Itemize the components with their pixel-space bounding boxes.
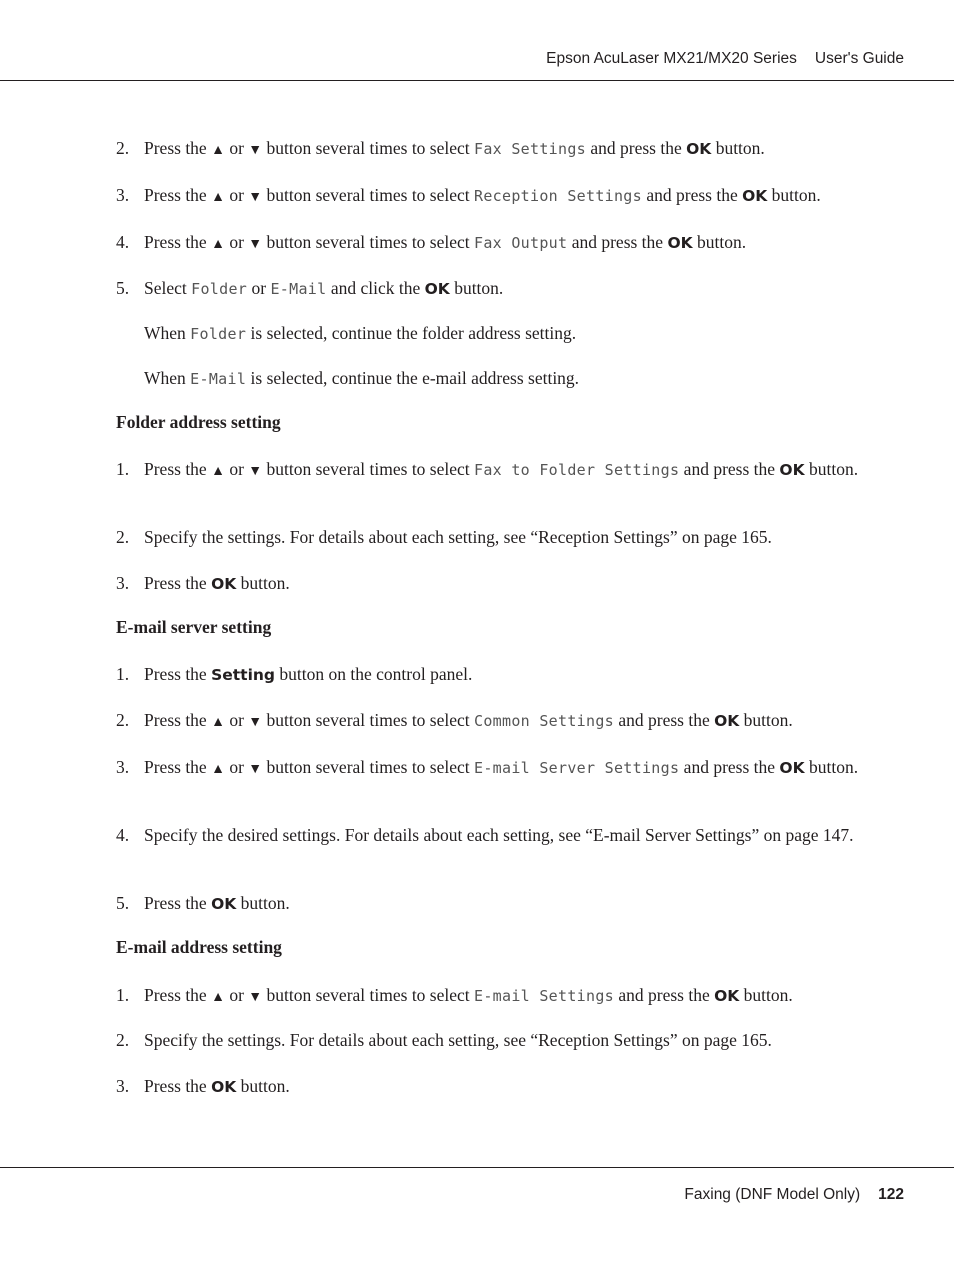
- note-email: When E-Mail is selected, continue the e-mail address setting.: [144, 368, 580, 388]
- down-arrow-icon: ▼: [248, 990, 263, 1005]
- down-arrow-icon: ▼: [248, 237, 263, 252]
- menu-item: Fax to Folder Settings: [474, 461, 680, 479]
- server-step-3: 3. Press the ▲ or ▼ button several times to select E-mail Server Settings and press the OK button.: [116, 757, 859, 777]
- step-fax-output: 4. Press the ▲ or ▼ button several times to select Fax Output and press the OK button.: [116, 232, 747, 252]
- menu-item: E-Mail: [270, 280, 327, 298]
- ok-button-label: OK: [742, 187, 768, 205]
- address-step-3: 3. Press the OK button.: [116, 1076, 290, 1096]
- folder-step-3: 3. Press the OK button.: [116, 573, 290, 593]
- folder-step-1: 1. Press the ▲ or ▼ button several times to select Fax to Folder Settings and press the OK button.: [116, 459, 859, 479]
- ok-button-label: OK: [211, 575, 237, 593]
- menu-item: Fax Settings: [474, 140, 586, 158]
- up-arrow-icon: ▲: [211, 715, 225, 730]
- server-step-1: 1. Press the Setting button on the control panel.: [116, 664, 473, 684]
- down-arrow-icon: ▼: [248, 190, 263, 205]
- up-arrow-icon: ▲: [211, 190, 225, 205]
- menu-item: Folder: [190, 325, 247, 343]
- ok-button-label: OK: [424, 280, 450, 298]
- up-arrow-icon: ▲: [211, 990, 225, 1005]
- up-arrow-icon: ▲: [211, 762, 225, 777]
- down-arrow-icon: ▼: [248, 143, 263, 158]
- menu-item: E-mail Server Settings: [474, 759, 680, 777]
- down-arrow-icon: ▼: [248, 715, 263, 730]
- section-heading: E-mail address setting: [116, 937, 282, 957]
- footer-section: Faxing (DNF Model Only): [684, 1186, 861, 1203]
- header-guide: User's Guide: [814, 50, 904, 67]
- page-number: 122: [878, 1186, 904, 1203]
- section-heading: Folder address setting: [116, 412, 281, 432]
- server-step-4: 4. Specify the desired settings. For details about each setting, see “E-mail Server Settings” on page 147.: [116, 825, 854, 845]
- step-fax-settings: 2. Press the ▲ or ▼ button several times to select Fax Settings and press the OK button.: [116, 138, 765, 158]
- up-arrow-icon: ▲: [211, 237, 225, 252]
- section-heading: E-mail server setting: [116, 617, 272, 637]
- ok-button-label: OK: [714, 987, 740, 1005]
- address-step-2: 2. Specify the settings. For details about each setting, see “Reception Settings” on page 165.: [116, 1030, 772, 1050]
- down-arrow-icon: ▼: [248, 762, 263, 777]
- server-step-5: 5. Press the OK button.: [116, 893, 290, 913]
- menu-item: Fax Output: [474, 234, 568, 252]
- up-arrow-icon: ▲: [211, 143, 225, 158]
- header-product: Epson AcuLaser MX21/MX20 Series: [546, 50, 797, 67]
- ok-button-label: OK: [211, 895, 237, 913]
- footer-rule: [0, 1167, 954, 1168]
- server-step-2: 2. Press the ▲ or ▼ button several times to select Common Settings and press the OK button.: [116, 710, 793, 730]
- step-select-folder-email: 5. Select Folder or E-Mail and click the OK button.: [116, 278, 504, 298]
- ok-button-label: OK: [714, 712, 740, 730]
- ok-button-label: OK: [779, 759, 805, 777]
- header-rule: [0, 80, 954, 81]
- ok-button-label: OK: [667, 234, 693, 252]
- ok-button-label: OK: [779, 461, 805, 479]
- note-folder: When Folder is selected, continue the folder address setting.: [144, 323, 577, 343]
- folder-step-2: 2. Specify the settings. For details about each setting, see “Reception Settings” on page 165.: [116, 527, 772, 547]
- step-reception-settings: 3. Press the ▲ or ▼ button several times to select Reception Settings and press the OK button.: [116, 185, 821, 205]
- down-arrow-icon: ▼: [248, 464, 263, 479]
- running-header: [546, 50, 904, 68]
- ok-button-label: OK: [686, 140, 712, 158]
- address-step-1: 1. Press the ▲ or ▼ button several times to select E-mail Settings and press the OK button.: [116, 985, 793, 1005]
- menu-item: Common Settings: [474, 712, 614, 730]
- setting-button-label: Setting: [211, 666, 276, 684]
- menu-item: E-mail Settings: [474, 987, 614, 1005]
- menu-item: Reception Settings: [474, 187, 642, 205]
- running-footer: [684, 1186, 904, 1204]
- ok-button-label: OK: [211, 1078, 237, 1096]
- up-arrow-icon: ▲: [211, 464, 225, 479]
- menu-item: Folder: [191, 280, 248, 298]
- menu-item: E-Mail: [190, 370, 247, 388]
